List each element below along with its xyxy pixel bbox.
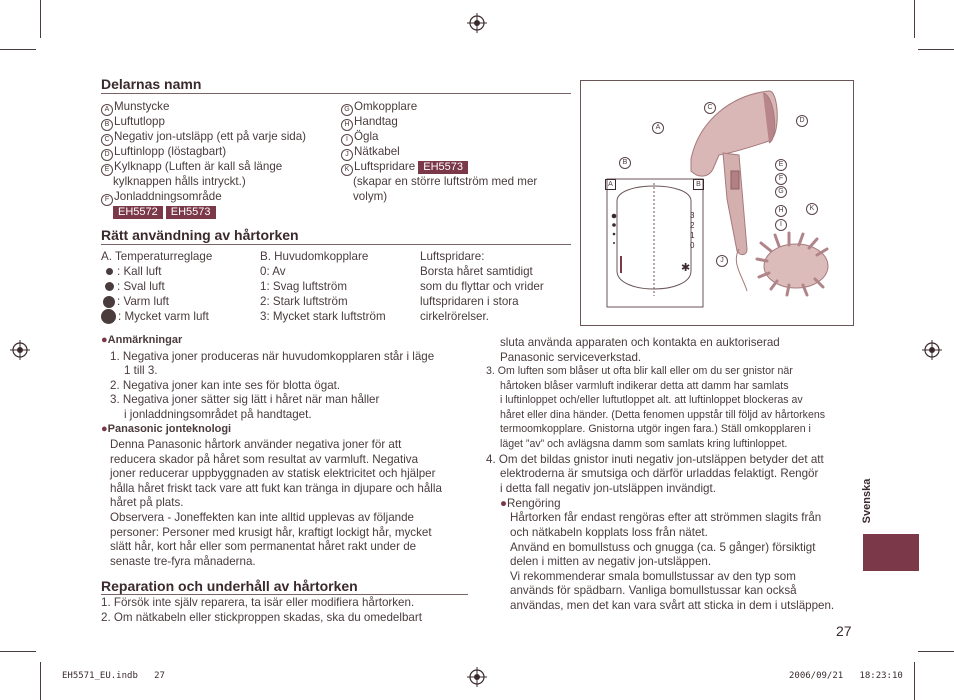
footer-file: EH5571_EU.indb 27 [62, 671, 165, 681]
hairdryer-illustration [580, 80, 854, 326]
section-title-parts: Delarnas namn [101, 76, 202, 92]
ion-line: Denna Panasonic hårtork använder negativa joner för att [110, 438, 402, 451]
switch-item: 1: Svag luftström [260, 280, 347, 293]
ion-line: personer: Personer med krusigt hår, kraftigt lockigt hår, mycket [110, 526, 432, 539]
cleaning-line: Vi rekommenderar smala bomullstussar av den typ som [510, 570, 796, 583]
part-item-continued: volym) [353, 190, 388, 203]
section-rule [101, 244, 571, 245]
part-item-continued: (skapar en större luftström med mer [353, 175, 538, 188]
diffuser-line: Borsta håret samtidigt [420, 265, 533, 278]
cleaning-line: Hårtorken får endast rengöras efter att strömmen slagits från [510, 511, 822, 524]
cleaning-line: och nätkabeln kopplats loss från nätet. [510, 526, 708, 539]
callout-k: K [806, 203, 818, 215]
crop-mark [914, 662, 915, 700]
language-label: Svenska [861, 478, 873, 524]
panel-label-a: A [605, 179, 616, 190]
callout-c: C [704, 102, 716, 114]
ion-line: joner reducerar uppbyggnaden av statisk elektricitet och hjälper [110, 467, 436, 480]
callout-h: H [775, 205, 787, 217]
part-item: C Negativ jon-utsläpp (ett på varje sida) [101, 129, 306, 146]
crop-mark [40, 0, 41, 38]
notes-line: 2. Negativa joner kan inte ses för blotta ögat. [110, 379, 341, 392]
registration-mark-icon [467, 13, 487, 33]
part-item-continued: kylknappen hålls intryckt.) [113, 175, 246, 188]
notes-heading: ●Anmärkningar [101, 334, 183, 346]
repair-line-small: termoomkopplare. Gnistorna utgör ingen fara.) Ställ omkopplaren i [500, 423, 811, 435]
dot-small-icon [106, 268, 113, 275]
repair-line: sluta använda apparaten och kontakta en auktoriserad [500, 336, 780, 349]
page-number: 27 [836, 623, 852, 639]
part-item: I Ögla [341, 129, 379, 146]
repair-line-small: 3. Om luften som blåser ut ofta blir kall eller om du ser gnistor när [486, 365, 793, 377]
notes-line: 1. Negativa joner produceras när huvudomkopplaren står i läge [110, 350, 435, 363]
diffuser-line: cirkelrörelser. [420, 310, 489, 323]
repair-line-small: håret eller dina händer. (Detta fenomen uppstår till följd av hårtorkens [500, 409, 826, 421]
footer-date: 2006/09/21 18:23:10 [789, 671, 903, 681]
section-title-repair: Reparation och underhåll av hårtorken [101, 578, 358, 594]
notes-line: i jonladdningsområdet på handtaget. [124, 408, 312, 421]
switch-item: 2: Stark luftström [260, 295, 348, 308]
temp-item: : Kall luft [105, 264, 161, 279]
cleaning-line: delen i mitten av negativ jon-utsläppen. [510, 555, 712, 568]
callout-b: B [619, 157, 631, 169]
part-item: B Luftutlopp [101, 114, 165, 131]
temp-item: : Sval luft [105, 279, 165, 294]
part-item: K Luftspridare EH5573 [341, 159, 468, 176]
switch-item: 0: Av [260, 265, 286, 278]
ion-line: slätt hår, kort hår eller som permanentat håret rakt under de [110, 540, 417, 553]
callout-f: F [775, 173, 787, 185]
diffuser-line: luftspridaren i stora [420, 295, 519, 308]
repair-line: Panasonic serviceverkstad. [500, 351, 642, 364]
temp-item: : Varm luft [103, 294, 169, 309]
registration-mark-icon [922, 340, 942, 360]
part-item: A Munstycke [101, 99, 169, 116]
crop-mark [918, 49, 954, 50]
diffuser-icon [757, 233, 828, 295]
model-tag: EH5573 [418, 161, 468, 174]
dot-xlarge-icon [101, 309, 116, 324]
col-title: A. Temperaturreglage [101, 250, 213, 263]
diffuser-line: som du flyttar och vrider [420, 280, 544, 293]
ion-line: senaste tre-fyra månaderna. [110, 555, 256, 568]
ion-heading: ●Panasonic jonteknologi [101, 423, 232, 435]
repair-line: 1. Försök inte själv reparera, ta isär eller modifiera hårtorken. [101, 596, 415, 609]
repair-line-small: läget ”av” och avlägsna damm som samlats kring luftinloppet. [500, 438, 788, 450]
ion-line: håret på plats. [110, 496, 184, 509]
part-item: J Nätkabel [341, 144, 400, 161]
part-item: H Handtag [341, 114, 398, 131]
cleaning-line: används för spädbarn. Vanliga bomullstussar kan också [510, 584, 797, 597]
repair-line-small: hårtoken blåser varmluft indikerar detta att damm har samlats [500, 380, 789, 392]
callout-i: I [775, 219, 787, 231]
switch-item: 3: Mycket stark luftström [260, 310, 386, 323]
col-title: B. Huvudomkopplare [260, 250, 369, 263]
callout-j: J [716, 255, 728, 267]
registration-mark-icon [467, 667, 487, 687]
repair-line: elektroderna är smutsiga och därför urladdas felaktigt. Rengör [500, 467, 819, 480]
panel-label-b: B [693, 179, 704, 190]
language-tab [863, 534, 919, 571]
cleaning-line: Använd en bomullstuss och gnugga (ca. 5 gånger) försiktigt [510, 541, 816, 554]
repair-line: 4. Om det bildas gnistor inuti negativ jon-utsläppen betyder det att [486, 453, 824, 466]
repair-line-small: i luftinloppet och/eller luftutloppet alt. att luftinloppet blockeras av [500, 394, 803, 406]
callout-a: A [652, 122, 664, 134]
ion-line: hålla håret friskt tack vare att fukt kan tränga in djupare och hålla [110, 482, 442, 495]
dot-large-icon [103, 296, 115, 308]
model-tags: EH5572 EH5573 [110, 204, 216, 219]
temp-item: : Mycket varm luft [101, 309, 209, 324]
part-item: G Omkopplare [341, 99, 417, 116]
crop-mark [918, 651, 954, 652]
section-title-usage: Rätt användning av hårtorken [101, 227, 299, 243]
registration-mark-icon [10, 340, 30, 360]
svg-text:✱: ✱ [681, 261, 691, 274]
ion-line: Observera - Joneffekten kan inte alltid upplevas av följande [110, 511, 414, 524]
switch-numbers: 3 2 1 0 [690, 211, 695, 250]
crop-mark [0, 49, 36, 50]
repair-line: i detta fall negativ jon-utsläppen invändigt. [500, 482, 716, 495]
part-item: F Jonladdningsområde [101, 189, 222, 206]
dot-medium-icon [105, 282, 114, 291]
callout-e: E [775, 159, 787, 171]
crop-mark [914, 0, 915, 38]
crop-mark [0, 651, 36, 652]
section-rule [101, 93, 571, 94]
notes-line: 1 till 3. [124, 364, 158, 377]
col-title: Luftspridare: [420, 250, 485, 263]
ion-line: reducera skador på håret som resultat av varmluft. Negativa [110, 453, 419, 466]
part-item: D Luftinlopp (löstagbart) [101, 144, 226, 161]
switch-panel-inset [607, 179, 703, 307]
notes-line: 3. Negativa joner sätter sig lätt i håret när man håller [110, 393, 380, 406]
crop-mark [40, 662, 41, 700]
cleaning-heading: ●Rengöring [500, 497, 561, 510]
callout-d: D [796, 115, 808, 127]
repair-line: 2. Om nätkabeln eller stickproppen skadas, ska du omedelbart [101, 611, 422, 624]
callout-g: G [775, 186, 787, 198]
part-item: E Kylknapp (Luften är kall så länge [101, 159, 282, 176]
cleaning-line: användas, men det kan vara svårt att sticka in dem i utsläppen. [510, 599, 835, 612]
